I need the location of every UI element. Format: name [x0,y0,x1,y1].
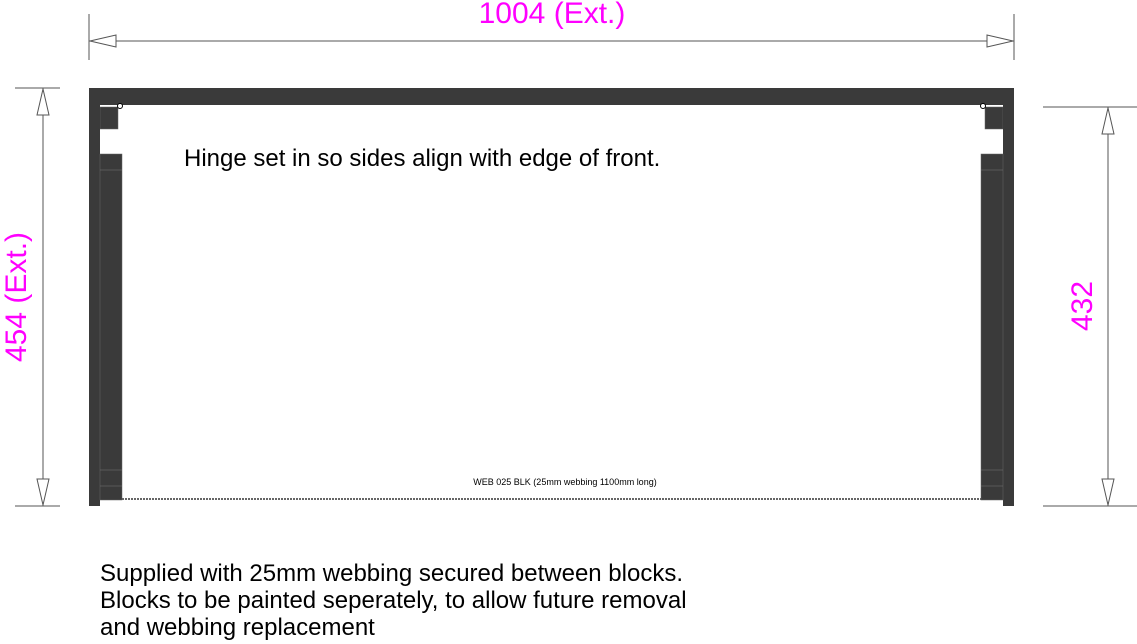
left-side-outer [89,105,100,506]
left-side-panel [100,154,122,500]
right-side [981,104,1015,507]
supply-note-line: and webbing replacement [100,614,375,641]
left-hinge-pin-icon [118,104,123,109]
lid-panel [89,88,1014,105]
supply-note [100,560,687,641]
supply-note-line: Supplied with 25mm webbing secured between blocks. [100,560,683,587]
right-side-panel [981,154,1003,500]
height-inner-dimension-label: 432 [1066,280,1099,332]
webbing-label: WEB 025 BLK (25mm webbing 1100mm long) [473,477,657,487]
left-hinge-block [100,107,118,129]
right-hinge-pin-icon [981,104,986,109]
right-hinge-block [985,107,1003,129]
supply-note-line: Blocks to be painted seperately, to allow future removal [100,587,687,614]
left-side [89,104,123,507]
hinge-note: Hinge set in so sides align with edge of front. [184,145,661,172]
width-dimension-label: 1004 (Ext.) [478,0,626,30]
right-side-outer [1003,105,1014,506]
height-ext-dimension-label: 454 (Ext.) [0,231,33,363]
